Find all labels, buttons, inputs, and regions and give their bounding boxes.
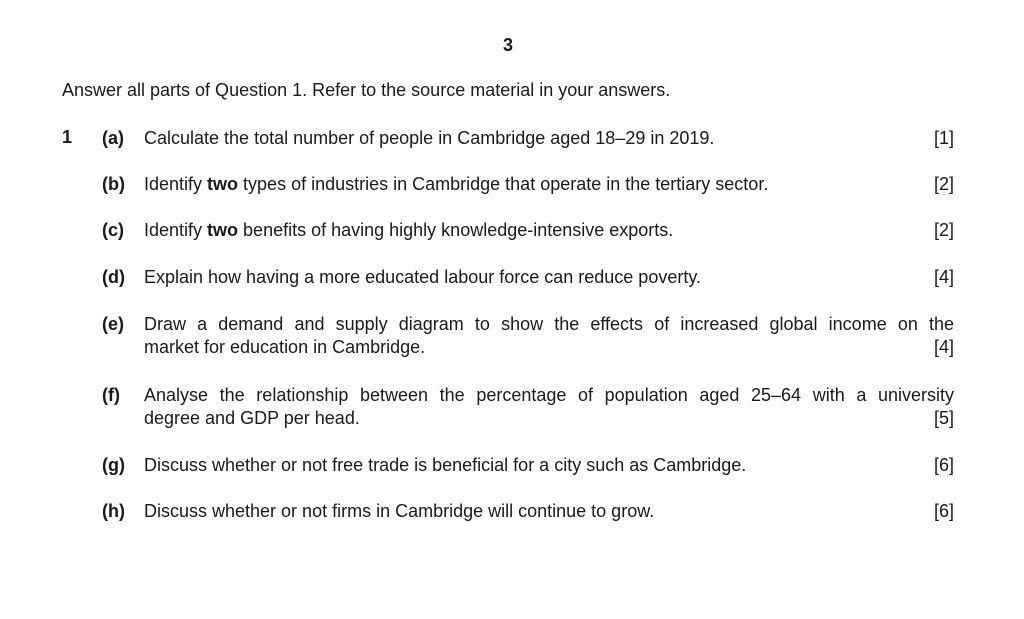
marks-allocation: [4] — [933, 267, 954, 287]
question-part-c — [102, 219, 954, 242]
part-letter: (e) — [102, 314, 124, 334]
marks-allocation: [2] — [933, 174, 954, 194]
marks-allocation: [6] — [933, 455, 954, 475]
marks-allocation: [4] — [933, 337, 954, 357]
part-text: Discuss whether or not free trade is beneficial for a city such as Cambridge. — [144, 455, 747, 475]
question-part-d — [102, 266, 954, 289]
part-letter: (a) — [102, 128, 124, 148]
part-letter: (g) — [102, 455, 125, 475]
part-letter: (c) — [102, 220, 124, 240]
question-instructions: Answer all parts of Question 1. Refer to the source material in your answers. — [62, 80, 671, 100]
part-text: Calculate the total number of people in Cambridge aged 18–29 in 2019. — [144, 128, 715, 148]
question-part-f — [102, 384, 954, 430]
part-letter: (d) — [102, 267, 125, 287]
marks-allocation: [2] — [933, 220, 954, 240]
part-text-line-1: Analyse the relationship between the percentage of population aged 25–64 with a university — [144, 385, 954, 405]
part-text-line-1: Draw a demand and supply diagram to show the effects of increased global income on the — [144, 314, 954, 334]
part-text-line-2: degree and GDP per head. — [144, 408, 360, 428]
question-part-g — [102, 454, 954, 477]
question-part-a — [102, 127, 954, 150]
part-letter: (h) — [102, 501, 125, 521]
page-number: 3 — [502, 35, 513, 55]
part-text: Identify two types of industries in Cambridge that operate in the tertiary sector. — [144, 174, 769, 194]
part-text-line-2: market for education in Cambridge. — [144, 337, 426, 357]
part-text: Explain how having a more educated labour force can reduce poverty. — [144, 267, 701, 287]
question-part-b — [102, 173, 954, 196]
part-letter: (b) — [102, 174, 125, 194]
marks-allocation: [5] — [933, 408, 954, 428]
question-number: 1 — [62, 127, 73, 147]
question-part-e — [102, 313, 954, 359]
part-text: Discuss whether or not firms in Cambridge will continue to grow. — [144, 501, 655, 521]
marks-allocation: [6] — [933, 501, 954, 521]
part-text: Identify two benefits of having highly knowledge-intensive exports. — [144, 220, 674, 240]
part-letter: (f) — [102, 385, 120, 405]
question-part-h — [102, 500, 954, 523]
marks-allocation: [1] — [933, 128, 954, 148]
